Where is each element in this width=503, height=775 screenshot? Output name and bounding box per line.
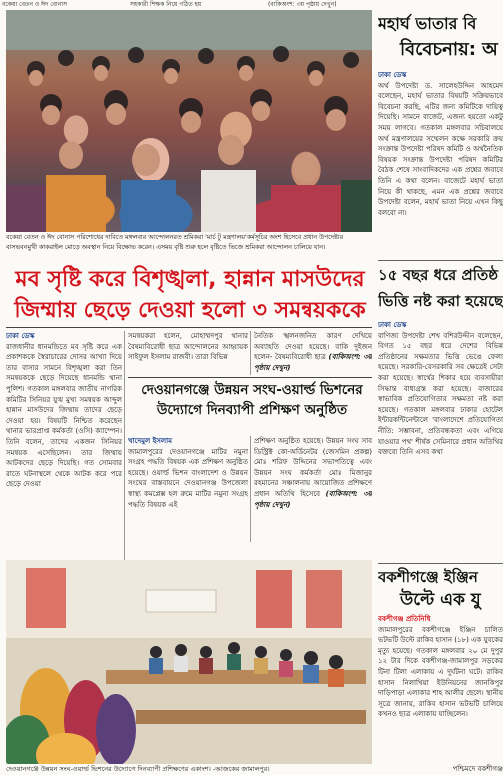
second-see-more[interactable]: (বাকিঅংশ: ৩য় পৃষ্ঠায় দেখুন) (254, 489, 372, 509)
right-story3-headline1: বকশীগঞ্জে ইঞ্জিন (378, 568, 478, 586)
right-story2-headline2: ভিত্তি নষ্ট করা হয়েছে (378, 292, 503, 310)
lead-headline-line1: মব সৃষ্টি করে বিশৃঙ্খলা, হান্নান মাসউদের (15, 267, 365, 292)
column-divider (250, 331, 251, 375)
divider (128, 377, 372, 378)
second-byline: খাদেমুল ইসলাম (128, 437, 173, 445)
lead-story-col3 (254, 331, 372, 375)
right-story1-headline2: বিবেচনায়: অ (400, 39, 498, 60)
right-story2-headline1: ১৫ বছর ধরে প্রতিষ্ঠ (378, 266, 499, 284)
lead-col3-text: নৈতিক স্খলনজনিত কারণ দেখিয়ে অব্যাহতি দেওয়া হয়েছে। বাকি দুইজন হলেন- বৈষম্যবিরোধী ছাত্র (254, 332, 372, 362)
training-illustration (6, 560, 372, 764)
second-col1-text: জামালপুরের দেওয়ানগঞ্জে মাটির নমুনা সংগ্রহ পদ্ধতি বিষয়ক এক প্রশিক্ষণ অনুষ্ঠিত হয়েছে। ওয়ার্ল্ড ভিশন বাংলাদেশ ও উন্নয়ন সংঘের বাস্তবায়নে দেওয়ানগঞ্জ উপজেলা স্বাস্থ্য কমপ্লেক্স হল রুমে মাটির নমুনা সংগ্রহ পদ্ধতি বিষয়ক এই (128, 447, 248, 509)
divider (378, 260, 503, 261)
top-strip-middle: সহকারী শিক্ষক নিয়ে গঠিত হয় (130, 1, 202, 8)
right-story1-body (378, 70, 503, 276)
right-story3 (378, 566, 503, 775)
right-story3-body (378, 614, 503, 764)
right-story3-text: জামালপুরের বকশীগঞ্জে ইঞ্জিন চালিত ভটভটি উল্টে রাকিব হাসান (১৮) এক যুবকের মৃত্যু হয়েছে। গতকাল মঙ্গলবার ২০ মে দুপুর ১২ টার দিকে বকশীগঞ্জ-জামালপুর সড়কের টিনা টিলা এলাকায় এ দুর্ঘটনা ঘটে। রাকিব হাসান নিলাখিয়া ইউনিয়নের জানকিপুর দাড়িপাড়া এলাকার শাহ আলীর ছেলে। স্থানীয় সূত্রে জানায়, রাকিব হাসান ভটভটি চালিয়ে কখনও ছাত্র এলাকায় যাচ্ছিলেন। (378, 625, 503, 719)
right-story2-body (378, 320, 503, 538)
lead-story-col2 (128, 331, 248, 375)
training-photo-caption: দেওয়ানগঞ্জে উন্নয়ন সংঘ-ওয়ার্ল্ড ভিশনের উদ্যোগে দিনব্যাপী প্রশিক্ষণের একাংশ। -আজকের জামালপুর। (6, 765, 270, 773)
lead-col2-text: সমন্বয়করা হলেন, মোহাম্মদপুর থানার বৈষম্যবিরোধী ছাত্র আন্দোলনের আহ্বায়ক সাইফুল ইসলাম রাজবী। তারা বিভিন্ন (128, 332, 248, 362)
lead-dateline: ঢাকা ডেস্ক (6, 332, 35, 340)
right-story3-footer: পশ্চিমদে বকশীগঞ্জ (452, 765, 503, 773)
column-divider (124, 331, 125, 561)
right-story3-headline2: উল্টে এক যু (400, 590, 481, 610)
divider (6, 327, 372, 328)
top-strip-left: বকেয়া বেতন ও ঈদ বোনাস (2, 1, 67, 8)
crowd-illustration (6, 10, 372, 232)
lead-story-col1 (6, 331, 122, 561)
crowd-protest-photo (6, 10, 372, 232)
training-session-photo (6, 560, 372, 764)
lead-headline-line2: জিম্মায় ছেড়ে দেওয়া হলো ৩ সমন্বয়ককে (14, 298, 366, 323)
right-story2-dateline: ঢাকা ডেস্ক (378, 321, 407, 329)
right-story1-dateline: ঢাকা ডেস্ক (378, 71, 407, 79)
right-story2 (378, 262, 503, 538)
top-strip-right: (বাকিঅংশ: ৩য় পৃষ্ঠায় দেখুন) (268, 1, 337, 8)
right-story1-headline1: মহার্ঘ ভাতার বি (378, 14, 477, 33)
right-story1-text: অর্থ উপদেষ্টা ড. সালেহউদ্দিন আহমেদ বলেছেন, মহার্ঘ ভাতার বিষয়টি সক্রিয়ভাবে বিবেচনা করছি, এটির জন্য কমিটিকে দায়িত্ব দিয়েছি। সামনে বাজেট, এজন্য হয়তো একটু সময় লাগবে। গতকাল মঙ্গলবার সচিবালয়ে অর্থ মন্ত্রণালয়ের সম্মেলন কক্ষে সরকারি ক্রয় সংক্রান্ত উপদেষ্টা পরিষদ কমিটি ও অর্থনৈতিক বিষয়ক সংক্রান্ত উপদেষ্টা পরিষদ কমিটির বৈঠক শেষে সাংবাদিকদের এক প্রশ্নের জবাবে তিনি এ কথা বলেন। বাজেটে মহার্ঘ ভাতা নিয়ে কী থাকছে, এমন এক প্রশ্নের জবাবে উপদেষ্টা বলেন, মহার্ঘ ভাতা নিয়ে এখন কিছু বলবো না। (378, 81, 503, 217)
lead-photo-caption: বকেয়া বেতন ও ঈদ বোনাস পরিশোধের দাবিতে মঙ্গলবার আন্দোলনরত শ্রমিকরা 'মার্চ টু মন্ত্রণালয়'কর্মসূচির অংশ হিসেবে প্রধান উপদেষ্টার বাসভবনমুখী কাকরাইল মোড়ে অবস্থান নিয়ে বিক্ষোভ করেন। এসময় বৃষ্টি শুরু হলে বৃষ্টিতে ভিজে শ্রমিকরা আন্দোলন চালিয়ে যান। (6, 234, 344, 251)
top-strip (0, 0, 372, 9)
column-divider (250, 436, 251, 542)
second-story-col1 (128, 436, 248, 542)
right-story1 (378, 12, 503, 276)
lead-see-more[interactable]: (বাকিঅংশ: ৩য় পৃষ্ঠায় দেখুন) (254, 353, 372, 372)
second-headline-line2: উদ্যোগে দিনব্যাপী প্রশিক্ষণ অনুষ্ঠিত (156, 402, 348, 418)
right-story3-dateline: বকশীগঞ্জ প্রতিনিধি (378, 615, 431, 623)
divider (378, 563, 503, 564)
lead-col1-text: রাজধানীর ধানমন্ডিতে মব সৃষ্টি করে এক প্রকাশককে স্বৈরাচারের দোসর আখ্যা দিয়ে তার বাসার সামনে বিশৃঙ্খলা করা তিন সমন্বয়ককে ছেড়ে দিয়েছে ধানমন্ডি থানা পুলিশ। গতকাল মঙ্গলবার জাতীয় নাগরিক কমিটির সিনিয়র যুগ্ম মুখ্য সমন্বয়ক আব্দুল হান্নান মাসউদের জিম্মায় তাদের ছেড়ে দেওয়া হয়। বিষয়টি নিশ্চিত করেছেন থানার ভারপ্রাপ্ত কর্মকর্তা (ওসি) ক্যাম্পেন। তিনি বলেন, তাদের একজন সিনিয়র সমন্বয়ক এসেছিলেন। তার জিম্মায় আটকদের ছেড়ে দিয়েছি। গত সোমবার রাতে ঘটনাস্থলে থেকে আটক করে পরে ছেড়ে দেওয়া (6, 342, 122, 489)
second-headline-line1: দেওয়ানগঞ্জে উন্নয়ন সংঘ-ওয়ার্ল্ড ভিশনের (141, 382, 363, 398)
right-story2-text: বাণিজ্য উপদেষ্টা শেখ বশিরউদ্দীন বলেছেন, বিগত ১৫ বছর ধরে দেশের বিভিন্ন প্রতিষ্ঠানের সক্ষমতার ভিত্তি ভেঙে ফেলা হয়েছে। সরকারি-বেসরকারি সব ক্ষেত্রেই সেটা করা হয়েছে। স্বার্থের শিকার হয়ে ব্যবসায়ীরা সিদ্ধান্ত বাধ্যগ্রস্ত করা হয়েছে। বাজারের স্বাভাবিক প্রতিযোগিতার সক্ষমতা নষ্ট করা হয়েছে। গতকাল মঙ্গলবার ঢাকার হোটেল ইন্টারকন্টিনেন্টালে 'বাংলাদেশে প্রতিযোগিতা নীতি: সম্ভাবনা, প্রতিবন্ধকতা এবং এগিয়ে যাওয়ার পথ' শীর্ষক সেমিনারে প্রধান অতিথির বক্তব্যে তিনি এসব কথা (378, 331, 503, 457)
second-col2-text: প্রশিক্ষণ অনুষ্ঠিত হয়েছে। উন্নয়ন সংঘ সাব ডিস্ট্রিক্ট কো-অর্ডিনেটর (জেসমিন প্রকল্প) মোঃ শরিফ উদ্দিনের সভাপতিত্বে এবং উন্নয়ন সংঘ কর্মকর্তা মোঃ মিজানুর রহমানের সঞ্চালনায় আয়োজিত প্রশিক্ষণে প্রধান অতিথি হিসেবে (254, 437, 372, 498)
second-story-col2 (254, 436, 372, 542)
